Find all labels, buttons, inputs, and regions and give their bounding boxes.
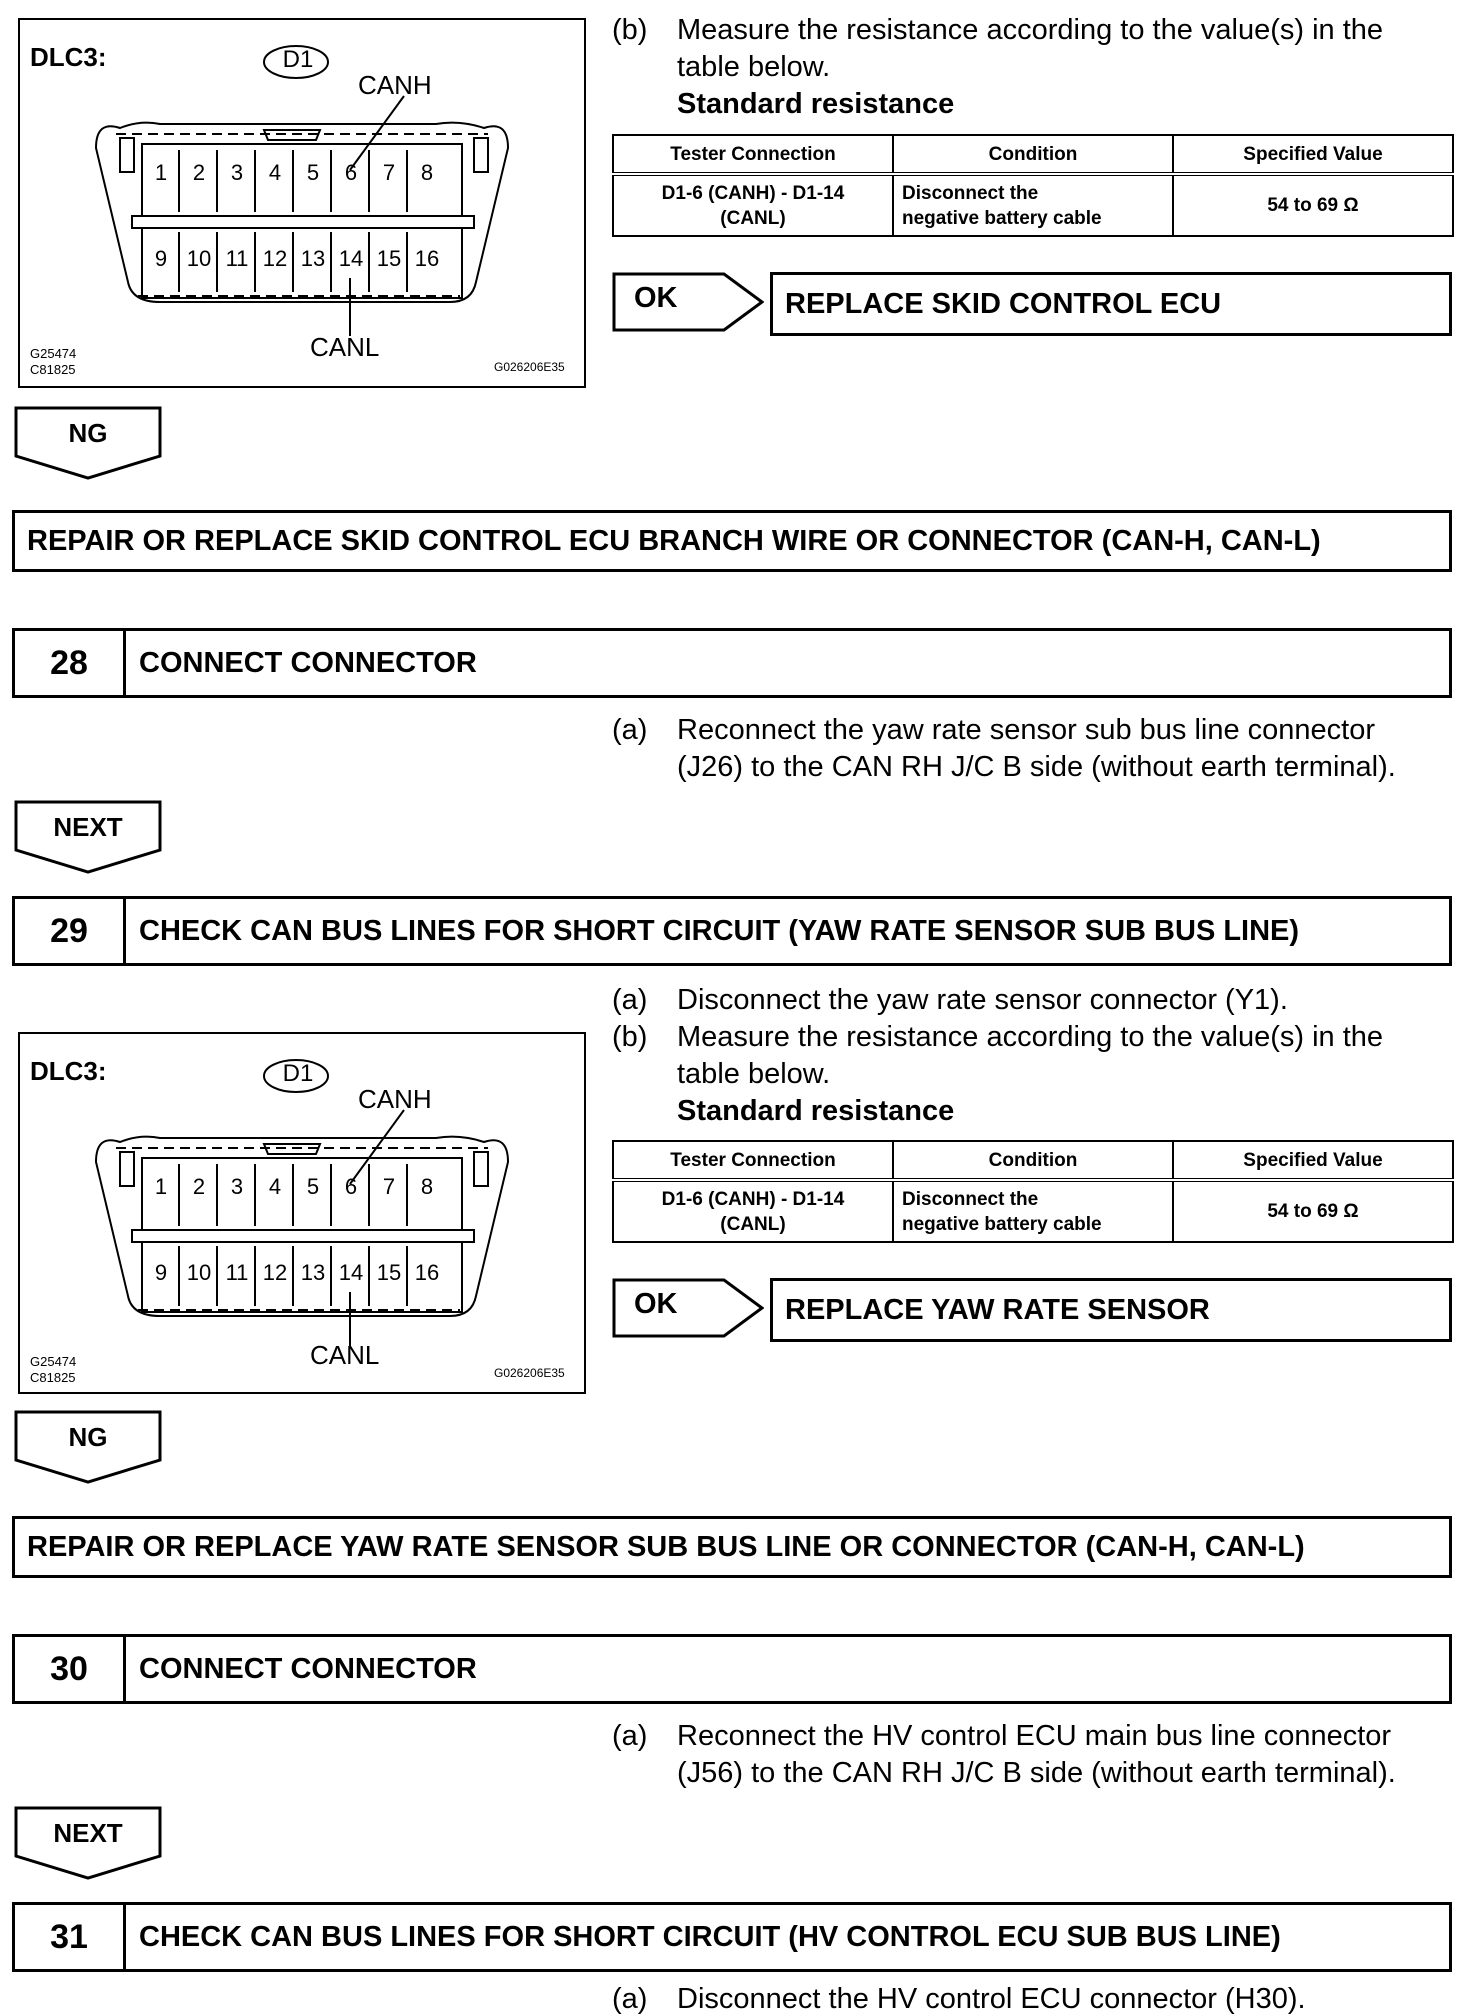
pin-8: 8 (420, 160, 434, 185)
instruction-text-line2: table below. (677, 51, 831, 83)
pin-11: 11 (225, 246, 249, 271)
instruction-label: (b) (612, 14, 648, 46)
pin-6: 6 (344, 160, 358, 185)
instruction-b (612, 1019, 1452, 1095)
figure-code-3: G026206E35 (494, 1366, 565, 1380)
ok-result-box: REPLACE YAW RATE SENSOR (770, 1278, 1452, 1342)
step-title: CHECK CAN BUS LINES FOR SHORT CIRCUIT (YAW RATE SENSOR SUB BUS LINE) (139, 915, 1300, 947)
pin-10: 10 (186, 1260, 212, 1285)
pin-7: 7 (382, 160, 396, 185)
step-title: CHECK CAN BUS LINES FOR SHORT CIRCUIT (HV CONTROL ECU SUB BUS LINE) (139, 1921, 1281, 1953)
table-cell-connection: D1-6 (CANH) - D1-14 (CANL) (613, 174, 893, 236)
pin-5: 5 (306, 1174, 320, 1199)
pin-12: 12 (262, 246, 288, 271)
pin-4: 4 (268, 160, 282, 185)
table-header-value: Specified Value (1173, 1141, 1453, 1180)
step-31 (12, 1902, 1452, 1972)
pin-5: 5 (306, 160, 320, 185)
pin-4: 4 (268, 1174, 282, 1199)
instruction-text-line1: Reconnect the yaw rate sensor sub bus line connector (677, 714, 1376, 746)
pin-3: 3 (230, 1174, 244, 1199)
instruction-text-line2: (J26) to the CAN RH J/C B side (without earth terminal). (677, 751, 1396, 783)
step-29 (12, 896, 1452, 966)
table-cell-condition: Disconnect the negative battery cable (893, 1180, 1173, 1242)
pin-15: 15 (376, 246, 402, 271)
pin-2: 2 (192, 1174, 206, 1199)
step-number: 30 (15, 1637, 126, 1701)
figure-code-1: G25474 (30, 1354, 77, 1369)
figure-label: DLC3: (30, 42, 107, 72)
table-header-value: Specified Value (1173, 135, 1453, 174)
canh-label: CANH (358, 1084, 432, 1114)
ok-result-box: REPLACE SKID CONTROL ECU (770, 272, 1452, 336)
figure-code-2: C81825 (30, 362, 76, 377)
table-header-condition: Condition (893, 1141, 1173, 1180)
ng-tag (14, 406, 162, 480)
step-28 (12, 628, 1452, 698)
next-tag (14, 1806, 162, 1880)
ng-label: NG (68, 418, 108, 448)
figure-label: DLC3: (30, 1056, 107, 1086)
ok-label: OK (634, 1288, 678, 1320)
resistance-table (612, 1140, 1454, 1243)
connector-label: D1 (282, 1060, 314, 1087)
step-title: CONNECT CONNECTOR (139, 647, 477, 679)
step-number: 28 (15, 631, 126, 695)
pin-1: 1 (154, 1174, 168, 1199)
instruction-text-line1: Disconnect the yaw rate sensor connector (Y1). (677, 984, 1288, 1016)
instruction-label: (a) (612, 984, 648, 1016)
pin-8: 8 (420, 1174, 434, 1199)
instruction-label: (a) (612, 714, 648, 746)
pin-7: 7 (382, 1174, 396, 1199)
pin-16: 16 (414, 1260, 440, 1285)
instruction-text-line1: Disconnect the HV control ECU connector (H30). (677, 1984, 1306, 2015)
next-label: NEXT (53, 1818, 123, 1848)
dlc3-figure (18, 18, 586, 388)
table-header-connection: Tester Connection (613, 1141, 893, 1180)
pin-15: 15 (376, 1260, 402, 1285)
figure-code-3: G026206E35 (494, 360, 565, 374)
pin-3: 3 (230, 160, 244, 185)
instruction-text-line2: table below. (677, 1058, 831, 1090)
instruction-label: (a) (612, 1984, 648, 2015)
canh-label: CANH (358, 70, 432, 100)
pin-14: 14 (338, 246, 364, 271)
figure-code-2: C81825 (30, 1370, 76, 1385)
step-number: 29 (15, 899, 126, 963)
figure-code-1: G25474 (30, 346, 77, 361)
pin-6: 6 (344, 1174, 358, 1199)
ng-tag (14, 1410, 162, 1484)
pin-9: 9 (154, 246, 168, 271)
instruction-a (612, 712, 1462, 788)
instruction-label: (a) (612, 1720, 648, 1752)
table-cell-value: 54 to 69 Ω (1173, 174, 1453, 236)
instruction-text-line1: Measure the resistance according to the value(s) in the (677, 1021, 1384, 1053)
connector-label: D1 (282, 46, 314, 73)
canl-label: CANL (310, 332, 380, 362)
standard-resistance-heading: Standard resistance (677, 1095, 955, 1127)
ok-arrow (612, 272, 764, 332)
repair-box-1: REPAIR OR REPLACE SKID CONTROL ECU BRANCH WIRE OR CONNECTOR (CAN-H, CAN-L) (12, 510, 1452, 572)
pin-11: 11 (225, 1260, 249, 1285)
instruction-a (612, 1984, 1452, 2016)
ok-label: OK (634, 282, 678, 314)
pin-12: 12 (262, 1260, 288, 1285)
instruction-a (612, 982, 1452, 1019)
next-tag (14, 800, 162, 874)
pin-13: 13 (300, 1260, 326, 1285)
step-30 (12, 1634, 1452, 1704)
table-header-condition: Condition (893, 135, 1173, 174)
step-number: 31 (15, 1905, 126, 1969)
pin-10: 10 (186, 246, 212, 271)
pin-1: 1 (154, 160, 168, 185)
pin-16: 16 (414, 246, 440, 271)
pin-14: 14 (338, 1260, 364, 1285)
table-header-connection: Tester Connection (613, 135, 893, 174)
ng-label: NG (68, 1422, 108, 1452)
canl-label: CANL (310, 1340, 380, 1370)
table-cell-condition: Disconnect the negative battery cable (893, 174, 1173, 236)
step-title: CONNECT CONNECTOR (139, 1653, 477, 1685)
instruction-text-line2: (J56) to the CAN RH J/C B side (without earth terminal). (677, 1757, 1396, 1789)
pin-2: 2 (192, 160, 206, 185)
resistance-table (612, 134, 1454, 237)
table-cell-value: 54 to 69 Ω (1173, 1180, 1453, 1242)
instruction-a (612, 1718, 1462, 1794)
ok-arrow (612, 1278, 764, 1338)
pin-13: 13 (300, 246, 326, 271)
next-label: NEXT (53, 812, 123, 842)
standard-resistance-heading: Standard resistance (677, 88, 955, 120)
repair-box-2: REPAIR OR REPLACE YAW RATE SENSOR SUB BUS LINE OR CONNECTOR (CAN-H, CAN-L) (12, 1516, 1452, 1578)
instruction-label: (b) (612, 1021, 648, 1053)
table-cell-connection: D1-6 (CANH) - D1-14 (CANL) (613, 1180, 893, 1242)
instruction-text-line1: Measure the resistance according to the value(s) in the (677, 14, 1384, 46)
dlc3-connector-diagram (20, 20, 584, 386)
dlc3-figure (18, 1032, 586, 1394)
instruction-b (612, 12, 1452, 88)
instruction-text-line1: Reconnect the HV control ECU main bus line connector (677, 1720, 1392, 1752)
pin-9: 9 (154, 1260, 168, 1285)
